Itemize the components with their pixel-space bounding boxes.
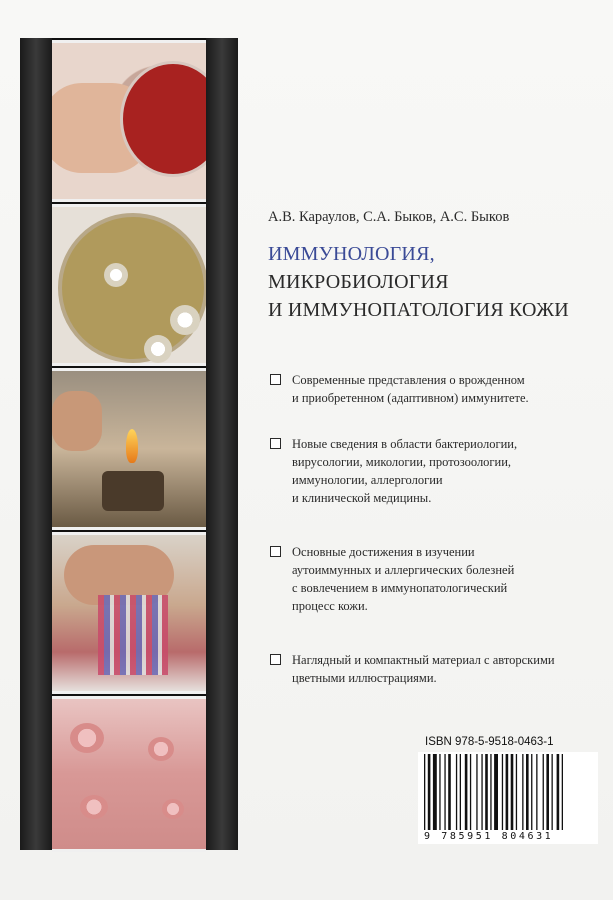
barcode (418, 752, 598, 844)
photo-strip (20, 38, 238, 850)
colony (104, 263, 128, 287)
list-item (268, 435, 517, 507)
barcode-bar (502, 754, 503, 830)
photo-test-strips (52, 532, 206, 694)
barcode-bar (485, 754, 488, 830)
barcode-bar (543, 754, 544, 830)
photo-skin-lesions (52, 696, 206, 852)
list-item (268, 651, 555, 687)
title-line-1: ИММУНОЛОГИЯ, (268, 243, 435, 265)
skin-bump (162, 799, 184, 819)
barcode-bar (511, 754, 514, 830)
checkbox-square-icon (270, 654, 281, 665)
barcode-bar (516, 754, 517, 830)
film-edge-right (206, 38, 238, 850)
barcode-bars (424, 754, 592, 832)
barcode-bar (531, 754, 532, 830)
photo-bacterial-colonies (52, 204, 206, 366)
photo-burner-flame (52, 368, 206, 530)
barcode-bar (506, 754, 509, 830)
list-item (268, 543, 514, 615)
barcode-bar (526, 754, 529, 830)
barcode-bar (546, 754, 549, 830)
barcode-bar (456, 754, 457, 830)
barcode-bar (433, 754, 437, 830)
barcode-bar (557, 754, 560, 830)
checkbox-square-icon (270, 438, 281, 449)
title-line-3: И ИММУНОПАТОЛОГИЯ КОЖИ (268, 299, 569, 321)
list-item-text: Наглядный и компактный материал с авторскими цветными иллюстрациями. (292, 653, 555, 685)
list-item-text: Новые сведения в области бактериологии, вирусологии, микологии, протозоологии, иммунологии, аллергологии и клинической медицины. (292, 437, 518, 505)
list-item-text: Основные достижения в изучении аутоиммунных и аллергических болезней с вовлечением в иммунопатологический процесс кожи. (292, 545, 515, 613)
barcode-bar (562, 754, 563, 830)
barcode-bar (424, 754, 425, 830)
barcode-bar (465, 754, 468, 830)
isbn-label: ISBN 978-5-9518-0463-1 (425, 736, 554, 748)
photo-petri-dish-red (52, 40, 206, 202)
skin-bump (70, 723, 104, 753)
barcode-bar (522, 754, 523, 830)
barcode-bar (494, 754, 498, 830)
barcode-bar (481, 754, 482, 830)
barcode-bar (448, 754, 451, 830)
barcode-bar (470, 754, 471, 830)
barcode-bar (490, 754, 491, 830)
barcode-digits: 9 785951 804631 (424, 831, 554, 842)
authors: А.В. Караулов, С.А. Быков, А.С. Быков (268, 209, 510, 225)
barcode-bar (444, 754, 445, 830)
hand-shape (52, 391, 102, 451)
barcode-bar (536, 754, 537, 830)
book-title (268, 240, 569, 324)
barcode-bar (428, 754, 431, 830)
skin-bump (148, 737, 174, 761)
checkbox-square-icon (270, 546, 281, 557)
skin-bump (80, 795, 108, 819)
alcohol-burner (102, 471, 164, 511)
barcode-bar (460, 754, 461, 830)
barcode-bar (552, 754, 553, 830)
flame-icon (126, 429, 138, 463)
test-strips (98, 595, 168, 675)
barcode-bar (439, 754, 440, 830)
list-item (268, 371, 529, 407)
petri-dish (58, 213, 206, 363)
list-item-text: Современные представления о врожденном и приобретенном (адаптивном) иммунитете. (292, 373, 529, 405)
colony (144, 335, 172, 363)
title-line-2: МИКРОБИОЛОГИЯ (268, 271, 449, 293)
barcode-bar (476, 754, 477, 830)
checkbox-square-icon (270, 374, 281, 385)
colony (170, 305, 200, 335)
film-edge-left (20, 38, 52, 850)
